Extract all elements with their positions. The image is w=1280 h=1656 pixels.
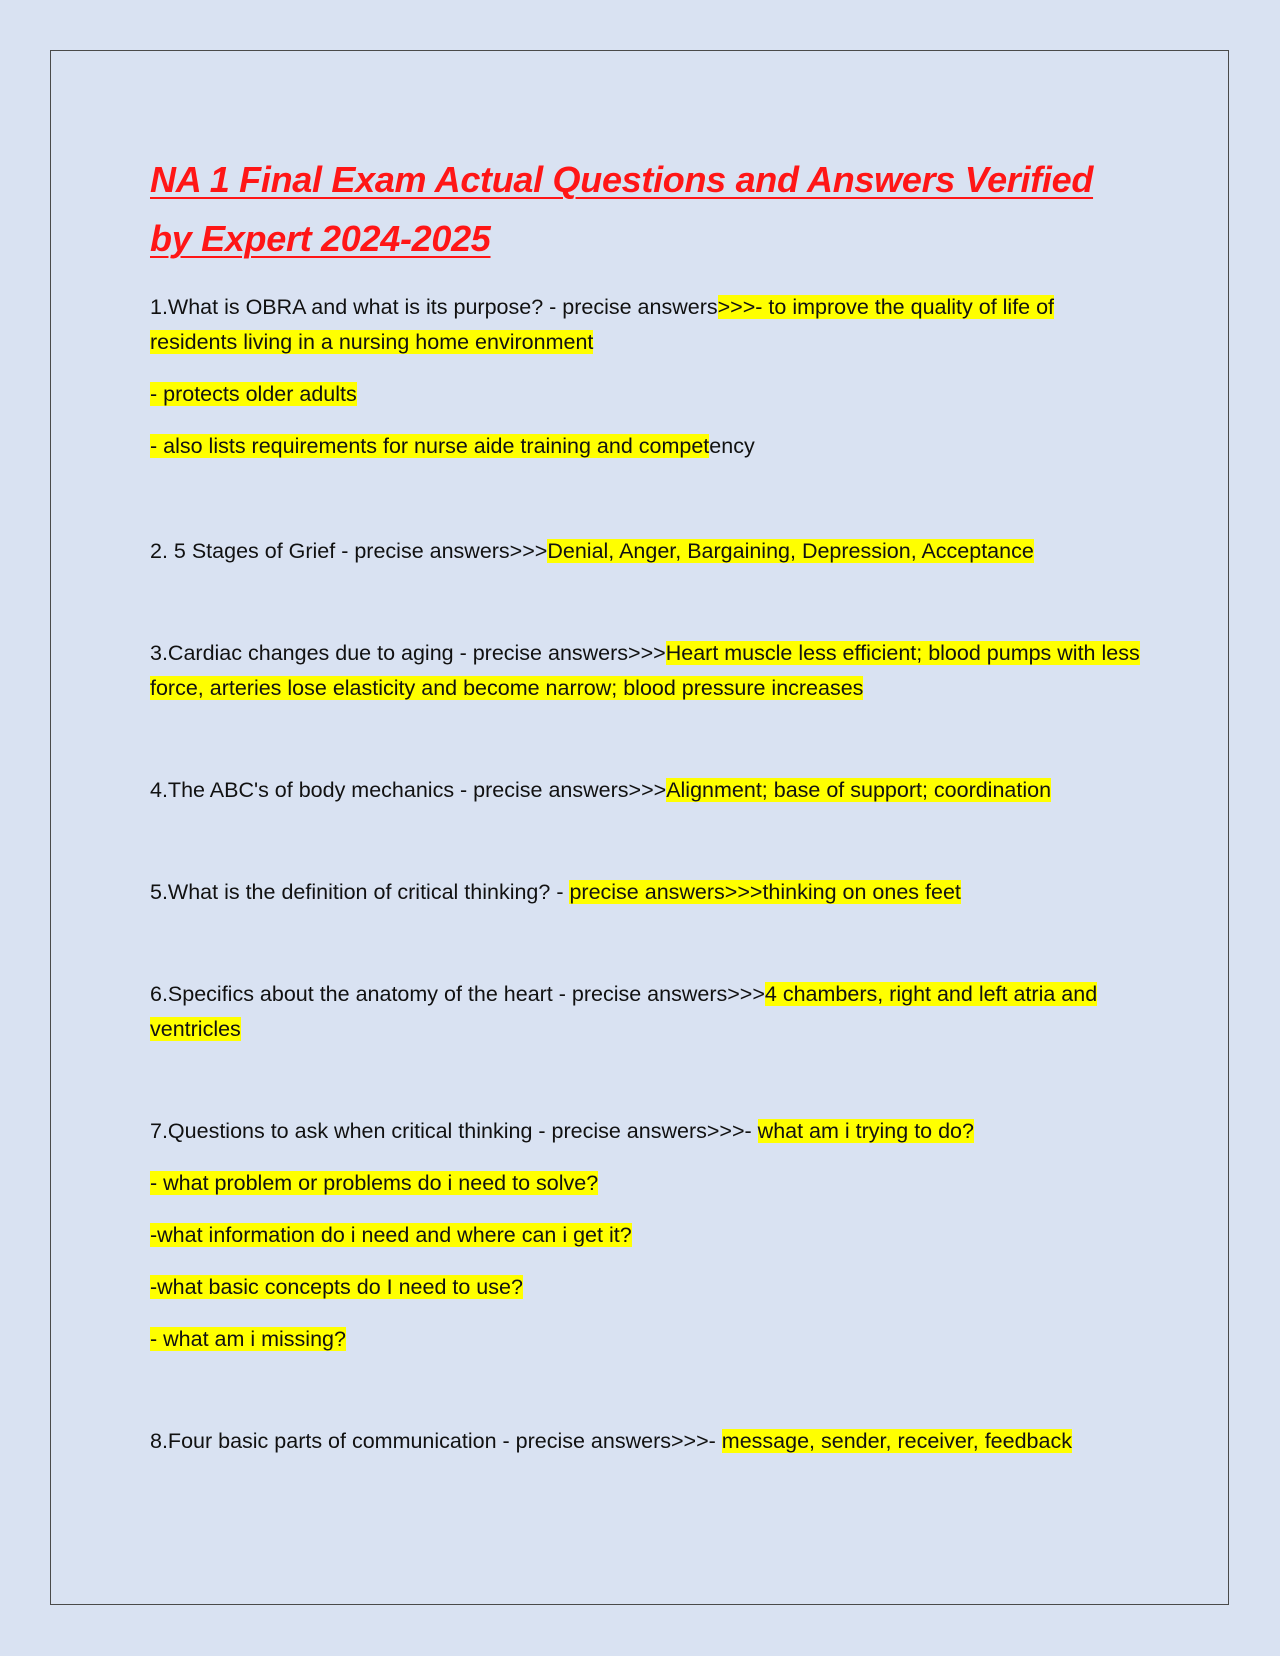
- qa-item-4: [150, 773, 1140, 808]
- answer-line: -what information do i need and where can i get it?: [150, 1223, 632, 1247]
- qa-item-5: [150, 875, 1140, 910]
- document-title: NA 1 Final Exam Actual Questions and Answers Verified by Expert 2024-2025: [150, 159, 1094, 259]
- question-text: 6.Specifics about the anatomy of the heart - precise answers>>>: [150, 982, 765, 1006]
- question-text: 4.The ABC's of body mechanics - precise answers>>>: [150, 778, 667, 802]
- answer-text: 4 chambers, right and left atria and ventricles: [150, 982, 1098, 1041]
- question-text: 5.What is the definition of critical thinking? -: [150, 880, 570, 904]
- answer-line: - what problem or problems do i need to solve?: [150, 1171, 599, 1195]
- qa-item-6: [150, 977, 1140, 1047]
- qa-item-8: [150, 1424, 1140, 1459]
- question-text: 7.Questions to ask when critical thinking - precise answers>>>-: [150, 1119, 758, 1143]
- qa-item-1: [150, 290, 1140, 360]
- document-content: [150, 150, 1140, 1459]
- qa-item-2: [150, 534, 1140, 569]
- question-text: 3.Cardiac changes due to aging - precise answers>>>: [150, 641, 666, 665]
- answer-line: - what am i missing?: [150, 1327, 346, 1351]
- qa-item-3: [150, 636, 1140, 706]
- answer-line: -what basic concepts do I need to use?: [150, 1275, 523, 1299]
- answer-text: what am i trying to do?: [757, 1119, 974, 1143]
- answer-line: - also lists requirements for nurse aide training and competency: [150, 434, 755, 458]
- question-text: 2. 5 Stages of Grief - precise answers>>>: [150, 539, 548, 563]
- question-text: 1.What is OBRA and what is its purpose? - precise answers: [150, 295, 718, 319]
- answer-line: - protects older adults: [150, 382, 357, 406]
- question-text: 8.Four basic parts of communication - precise answers>>>-: [150, 1429, 722, 1453]
- answer-text: message, sender, receiver, feedback: [721, 1429, 1072, 1453]
- answer-text: Alignment; base of support; coordination: [666, 778, 1052, 802]
- answer-text: Denial, Anger, Bargaining, Depression, Acceptance: [547, 539, 1034, 563]
- answer-text: precise answers>>>thinking on ones feet: [569, 880, 961, 904]
- qa-item-7: [150, 1114, 1140, 1149]
- answer-text: >>>- to improve the quality of life of residents living in a nursing home environment: [150, 295, 1055, 354]
- answer-text: Heart muscle less efficient; blood pumps with less force, arteries lose elasticity and become narrow; blood pressure increases: [150, 641, 1140, 700]
